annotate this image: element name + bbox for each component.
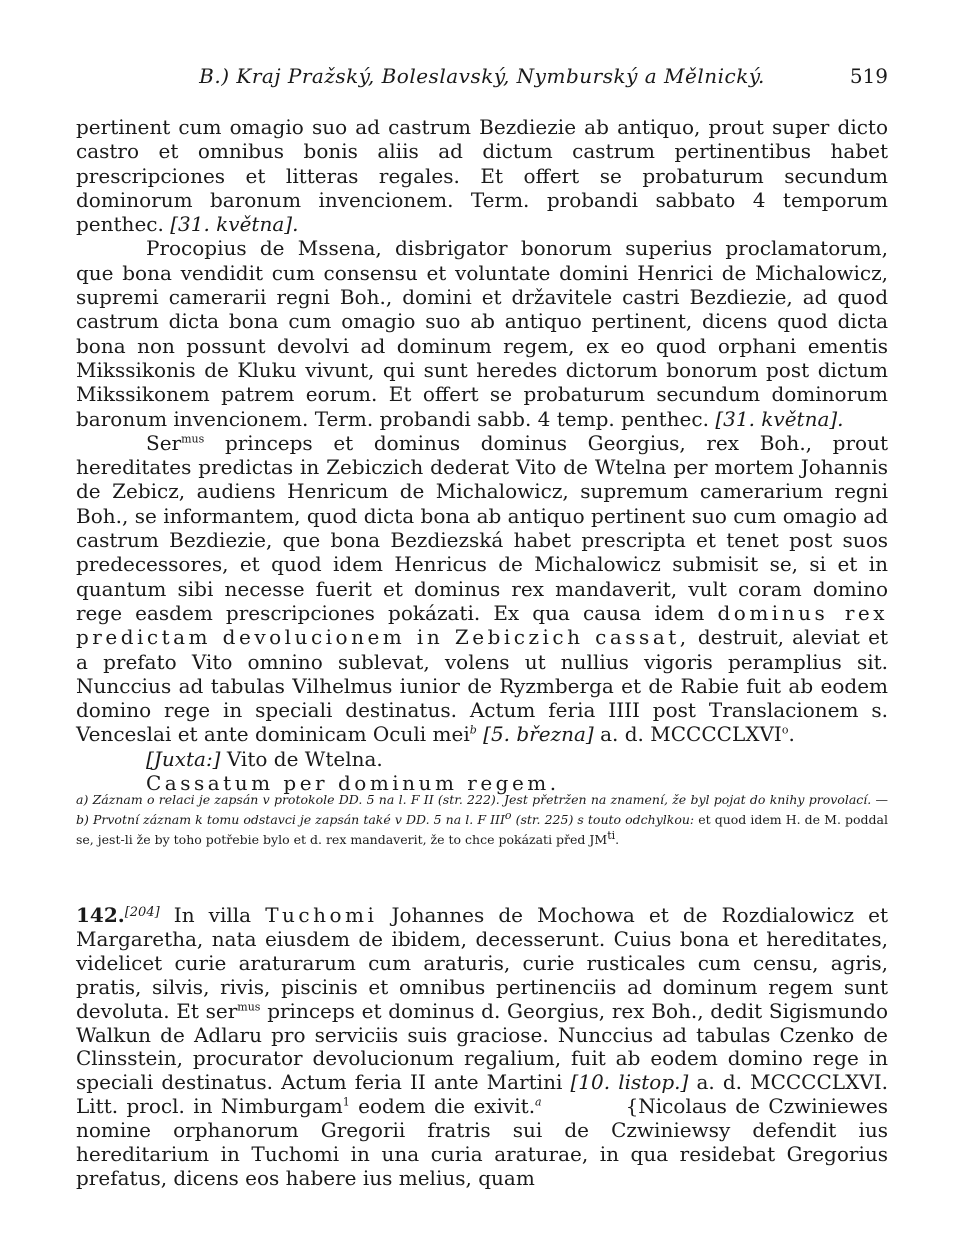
juxta-label: [Juxta:] — [146, 746, 221, 771]
paragraph-3-text-a: princeps et dominus dominus Georgius, rex Boh., prout hereditates predictas in Zebiczich dederat Vito de Wtelna per mortem Johannis de Zebicz, audiens Henricum de Michalowicz, supremum camerarium regni Boh., se informantem, quod dicta bona ab antiquo pertinent suo cum omagio ad castrum Bezdiezie, que bona Bezdiezská habet prescripta et tenet post suos predecessores, et quod idem Henricus de Michalowicz submisit se, si et in quantum sibi necesse fuerit et dominus rex mandaverit, vult coram domino rege easdem prescripciones pokázati. Ex qua causa idem — [76, 430, 889, 625]
paragraph-3-text-b: destruit, aleviat et a prefato Vito omnino sublevat, volens ut nullius vigoris peramplius sit. Nunccius ad tabulas Vilhelmus iunior de Ryzmberga et de Rabie fuit ab eodem domino rege in speciali destinatus. Actum feria IIII post Translacionem s. Venceslai et ante dominicam Oculi mei — [76, 625, 889, 747]
juxta-line — [76, 747, 888, 771]
entry-note-a: a — [535, 1095, 542, 1109]
paragraph-3-date: [5. března] — [483, 722, 594, 747]
paragraph-1 — [76, 115, 888, 236]
entry-note-1: 1 — [342, 1095, 350, 1109]
entry-date: [10. listop.] — [570, 1070, 689, 1095]
paragraph-2 — [76, 236, 888, 430]
entry-number: 142. — [76, 903, 125, 927]
entry-pre: In villa — [173, 903, 252, 927]
paragraph-1-text: pertinent cum omagio suo ad castrum Bezdiezie ab antiquo, prout super dicto castro et omnibus bonis aliis ad dictum castrum pertinentibus habet prescripciones et litteras regales. Et offert se probaturum secundum dominorum baronum invencionem. Term. probandi sabbato 4 temporum penthec. — [76, 115, 888, 237]
spaced-text: dominus rex predictam devolucionem in Zebiczich cassat, — [76, 600, 889, 650]
footnote-b-text: Prvotní záznam k tomu odstavci je zapsán také v DD. 5 na l. F III — [92, 812, 505, 827]
footnote-b-upright-sup: ti — [607, 828, 616, 842]
entry-142 — [76, 901, 888, 1191]
ser-superscript: mus — [181, 432, 205, 446]
ser-word: Ser — [146, 430, 182, 455]
year-superscript: o — [781, 723, 789, 737]
footnote-b-upright: et quod idem H. de M. poddal se, jest-li že by toho potřebie bylo et d. rex mandaverit, že to chce pokázati před JM — [76, 812, 888, 847]
entry-text4: eodem die exivit. — [358, 1094, 536, 1119]
footnote-b-text2: (str. 225) s touto odchylkou: — [515, 812, 695, 827]
paragraph-2-text: Procopius de Mssena, disbrigator bonorum superius proclamatorum, que bona vendidit cum consensu et voluntate domini Henrici de Michalowicz, supremi camerarii regni Boh., domini et državitele castri Bezdiezie, ad quod castrum dicta bona cum omagio suo ab antiquo pertinent, dicens quod dicta bona non possunt devolvi ad dominum regem, ex eo quod orphani ementis Mikssikonis de Kluku vivunt, qui sunt heredes dictorum bonorum post dictum Mikssikonem patrem eorum. Et offert se probaturum secundum dominorum baronum invencionem. Term. probandi sabb. 4 temp. penthec. — [76, 236, 888, 431]
entry-reference: [204] — [124, 905, 160, 920]
cassatum-line: Cassatum per dominum regem. — [146, 771, 560, 796]
footnotes — [76, 790, 888, 850]
footnote-a-text: Záznam o relaci je zapsán v protokole DD. 5 na l. F II (str. 222). Jest přetržen na znamení, že byl pojat do knihy provolací. — — [92, 792, 889, 807]
juxta-text: Vito de Wtelna. — [226, 746, 383, 771]
running-head: B.) Kraj Pražský, Boleslavský, Nymburský a Mělnický. — [199, 64, 765, 88]
footnote-mark-b: b — [469, 723, 477, 737]
footnote-a-mark: a) — [76, 792, 89, 807]
entry-place: Tuchomi — [265, 903, 378, 927]
paragraph-3-year: a. d. MCCCCLXVI — [600, 722, 782, 747]
paragraph-1-date: [31. května]. — [170, 212, 299, 237]
entry-text3: a. d. MCCCCLXVI. Litt. procl. in Nimburgam — [76, 1070, 889, 1119]
page-header — [76, 64, 888, 90]
main-text — [76, 115, 888, 795]
paragraph-3 — [76, 431, 888, 747]
paragraph-2-date: [31. května]. — [715, 406, 844, 431]
entry-text2: princeps et dominus d. Georgius, rex Boh., dedit Sigismundo Walkun de Adlaru pro serviciis suis graciose. Nunccius ad tabulas Czenko de Clinsstein, procurator devolucionum regalium, fuit ab eodem domino rege in speciali destinatus. Actum feria II ante Martini — [76, 998, 889, 1095]
page-number: 519 — [849, 64, 888, 88]
footnote-b-end: . — [615, 832, 620, 847]
footnote-b-mark: b) — [76, 812, 89, 827]
year-end: . — [788, 722, 795, 747]
entry-text5: {Nicolaus de Czwiniewes nomine orphanorum Gregorii fratris sui de Czwiniewsy defendit ius hereditarium in Tuchomi in una curia araturae, in qua residebat Gregorius prefatus, dicens eos habere ius melius, quam — [76, 1094, 889, 1190]
footnote-b-sup: o — [504, 808, 512, 822]
entry-text: Johannes de Mochowa et de Rozdialowicz et Margaretha, nata eiusdem de ibidem, decesserunt. Cuius bona et hereditates, videlicet curie araturarum cum araturis, curie rusticales cum censu, agris, pratis, silvis, rivis, piscinis et omnibus pertinenciis ad dominum regem sunt devoluta. Et ser — [76, 903, 889, 1023]
entry-sup: mus — [237, 999, 261, 1013]
